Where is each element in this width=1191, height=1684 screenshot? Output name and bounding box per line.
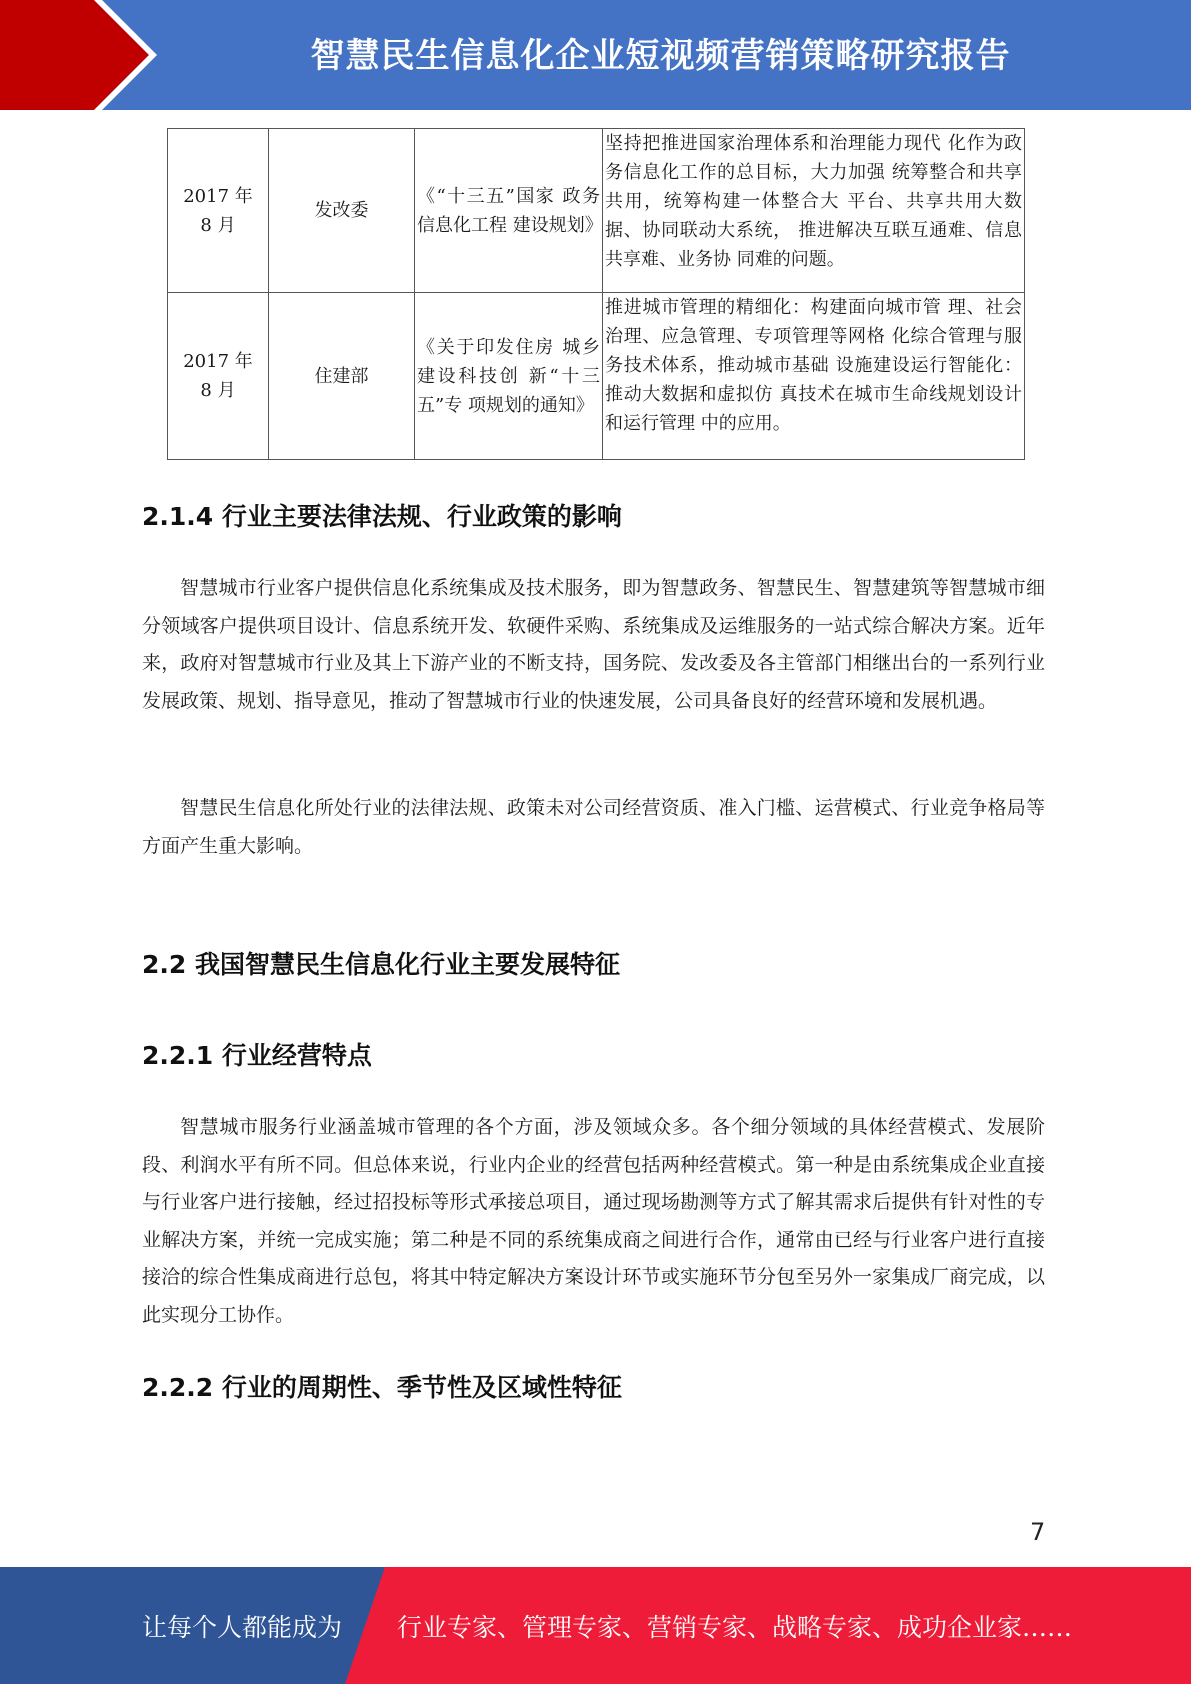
paragraph: 智慧城市行业客户提供信息化系统集成及技术服务，即为智慧政务、智慧民生、智慧建筑等智慧城市细分领域客户提供项目设计、信息系统开发、软硬件采购、系统集成及运维服务的一站式综合解决方案。近年来，政府对智慧城市行业及其上下游产业的不断支持，国务院、发改委及各主管部门相继出台的一系列行业发展政策、规划、指导意见，推动了智慧城市行业的快速发展，公司具备良好的经营环境和发展机遇。 [142,577,1045,712]
header-arrow-decoration [0,0,160,110]
footer-slogan-left: 让每个人都能成为 [142,1612,343,1642]
report-title: 智慧民生信息化企业短视频营销策略研究报告 [310,36,1011,76]
section-heading-2-2-1: 2.2.1 行业经营特点 [142,1041,372,1070]
table-row [168,293,1025,460]
policy-description-cell: 推进城市管理的精细化：构建面向城市管 理、社会治理、应急管理、专项管理等网格 化综合管理与服务技术体系，推动城市基础 设施建设运行智能化：推动大数据和虚拟仿 真技术在城市生命线规划设计和运行管理 中的应用。 [603,293,1025,460]
footer-slogan-right: 行业专家、管理专家、营销专家、战略专家、成功企业家…… [397,1612,1073,1642]
policy-description-cell: 坚持把推进国家治理体系和治理能力现代 化作为政务信息化工作的总目标，大力加强 统筹整合和共享共用，统筹构建一体整合大 平台、共享共用大数据、协同联动大系统， 推进解决互联互通难、信息共享难、业务协 同难的问题。 [603,129,1025,293]
page-number: 7 [1030,1518,1046,1546]
paragraph: 智慧民生信息化所处行业的法律法规、政策未对公司经营资质、准入门槛、运营模式、行业竞争格局等方面产生重大影响。 [142,797,1045,857]
table-row [168,129,1025,293]
policy-name-cell: 《关于印发住房 城乡建设科技创 新“十三五”专 项规划的通知》 [415,293,603,460]
section-heading-2-2-2: 2.2.2 行业的周期性、季节性及区域性特征 [142,1373,622,1402]
paragraph: 智慧城市服务行业涵盖城市管理的各个方面，涉及领域众多。各个细分领域的具体经营模式、发展阶段、利润水平有所不同。但总体来说，行业内企业的经营包括两种经营模式。第一种是由系统集成企业直接与行业客户进行接触，经过招投标等形式承接总项目，通过现场勘测等方式了解其需求后提供有针对性的专业解决方案，并统一完成实施；第二种是不同的系统集成商之间进行合作，通常由已经与行业客户进行直接接洽的综合性集成商进行总包，将其中特定解决方案设计环节或实施环节分包至另外一家集成厂商完成，以此实现分工协作。 [142,1116,1045,1326]
policy-table [167,128,1025,460]
section-heading-2-1-4: 2.1.4 行业主要法律法规、行业政策的影响 [142,502,622,531]
section-heading-2-2: 2.2 我国智慧民生信息化行业主要发展特征 [142,950,620,979]
page-header [0,0,1191,110]
policy-name-cell: 《“十三五”国家 政务信息化工程 建设规划》 [415,129,603,293]
date-cell: 2017 年 8 月 [168,129,269,293]
department-cell: 住建部 [269,293,415,460]
department-cell: 发改委 [269,129,415,293]
page-footer [0,1567,1191,1684]
date-cell: 2017 年 8 月 [168,293,269,460]
